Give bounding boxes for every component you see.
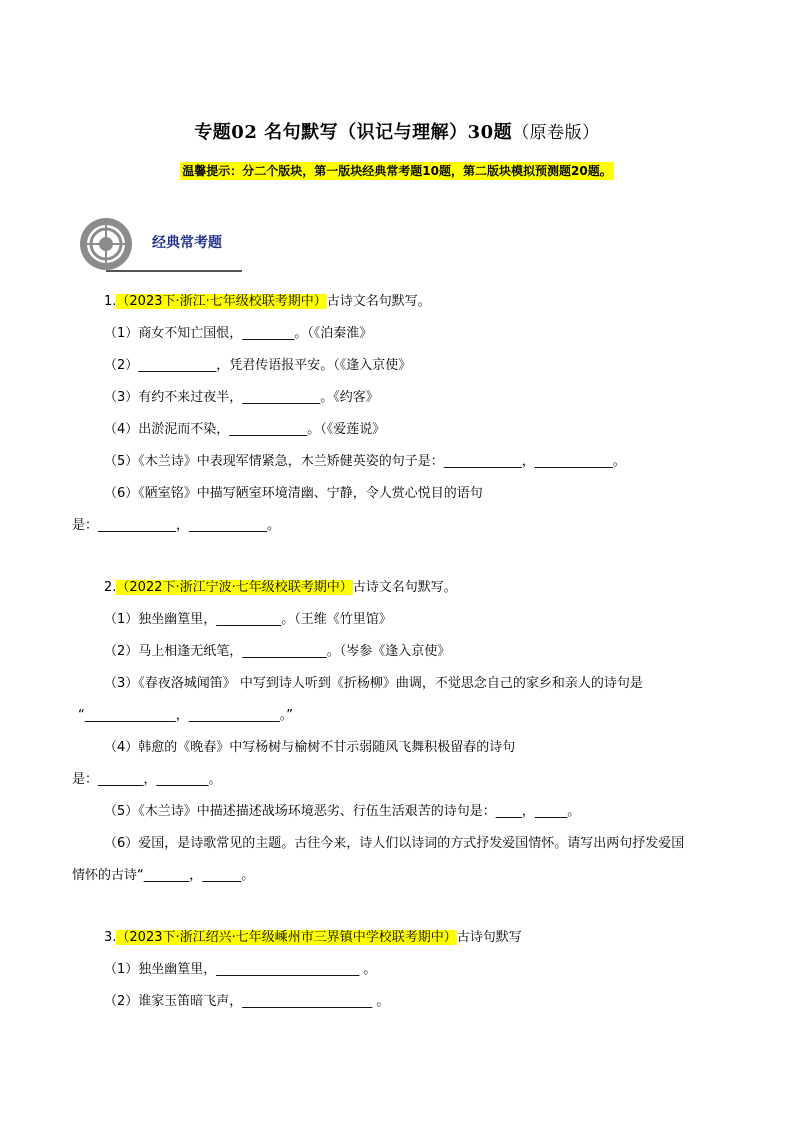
question-source: （2022下·浙江宁波·七年级校联考期中） xyxy=(116,580,353,595)
blank-line: （5）《木兰诗》中描述描述战场环境恶劣、行伍生活艰苦的诗句是：____，_____。 xyxy=(104,804,581,819)
blank-line: （2）马上相逢无纸笔，_____________。（岑参《逢入京使》 xyxy=(104,644,451,659)
title-main: 专题02 名句默写（识记与理解）30题 xyxy=(194,122,513,143)
question-1-stem-line xyxy=(104,294,431,310)
blank-line: （6）《陋室铭》中描写陋室环境清幽、宁静，令人赏心悦目的语句 xyxy=(104,486,483,501)
blank-line: （3）有约不来过夜半，____________。《约客》 xyxy=(104,390,379,405)
blank-line: （4）出淤泥而不染，____________。（《爱莲说》 xyxy=(104,422,386,437)
section-header xyxy=(78,216,248,276)
question-stem: 古诗句默写 xyxy=(456,930,522,945)
question-source: （2023下·浙江绍兴·七年级嵊州市三界镇中学校联考期中） xyxy=(116,930,457,945)
blank-line: （1）商女不知亡国恨，________。（《泊秦淮》 xyxy=(104,326,373,341)
question-2-stem-line xyxy=(104,580,457,596)
tip-banner xyxy=(0,160,794,179)
blank-line: 是：____________，____________。 xyxy=(72,518,281,533)
blank-line: （6）爱国，是诗歌常见的主题。古往今来，诗人们以诗词的方式抒发爱国情怀。请写出两句抒发爱国 xyxy=(104,836,685,851)
blank-line: （2）谁家玉笛暗飞声，____________________ 。 xyxy=(104,994,390,1009)
question-stem: 古诗文名句默写。 xyxy=(326,294,431,309)
blank-line: （5）《木兰诗》中表现军情紧急，木兰矫健英姿的句子是：____________，____________。 xyxy=(104,454,626,469)
page-title xyxy=(0,118,794,144)
blank-line: 是：_______，________。 xyxy=(72,772,222,787)
target-icon xyxy=(78,216,134,272)
tip-text: 温馨提示：分二个版块，第一版块经典常考题10题，第二版块模拟预测题20题。 xyxy=(182,164,612,178)
blank-line: “______________，______________。” xyxy=(78,708,293,723)
question-number: 3. xyxy=(104,930,117,945)
question-number: 1. xyxy=(104,294,117,309)
blank-line: （1）独坐幽篁里，______________________ 。 xyxy=(104,962,377,977)
question-number: 2. xyxy=(104,580,117,595)
blank-line: 情怀的古诗“_______，______。 xyxy=(72,868,255,883)
blank-line: （4）韩愈的《晚春》中写杨树与榆树不甘示弱随风飞舞积极留春的诗句 xyxy=(104,740,516,755)
question-stem: 古诗文名句默写。 xyxy=(352,580,457,595)
blank-line: （2）____________，凭君传语报平安。（《逢入京使》 xyxy=(104,358,412,373)
blank-line: （1）独坐幽篁里，__________。（王维《竹里馆》 xyxy=(104,612,392,627)
blank-line: （3）《春夜洛城闻笛》 中写到诗人听到《折杨柳》曲调，不觉思念自己的家乡和亲人的诗句是 xyxy=(104,676,643,691)
title-sub: （原卷版） xyxy=(512,123,600,143)
question-source: （2023下·浙江·七年级校联考期中） xyxy=(116,294,327,309)
section-label: 经典常考题 xyxy=(152,235,222,251)
question-3-stem-line xyxy=(104,930,522,946)
section-underline xyxy=(106,270,242,272)
